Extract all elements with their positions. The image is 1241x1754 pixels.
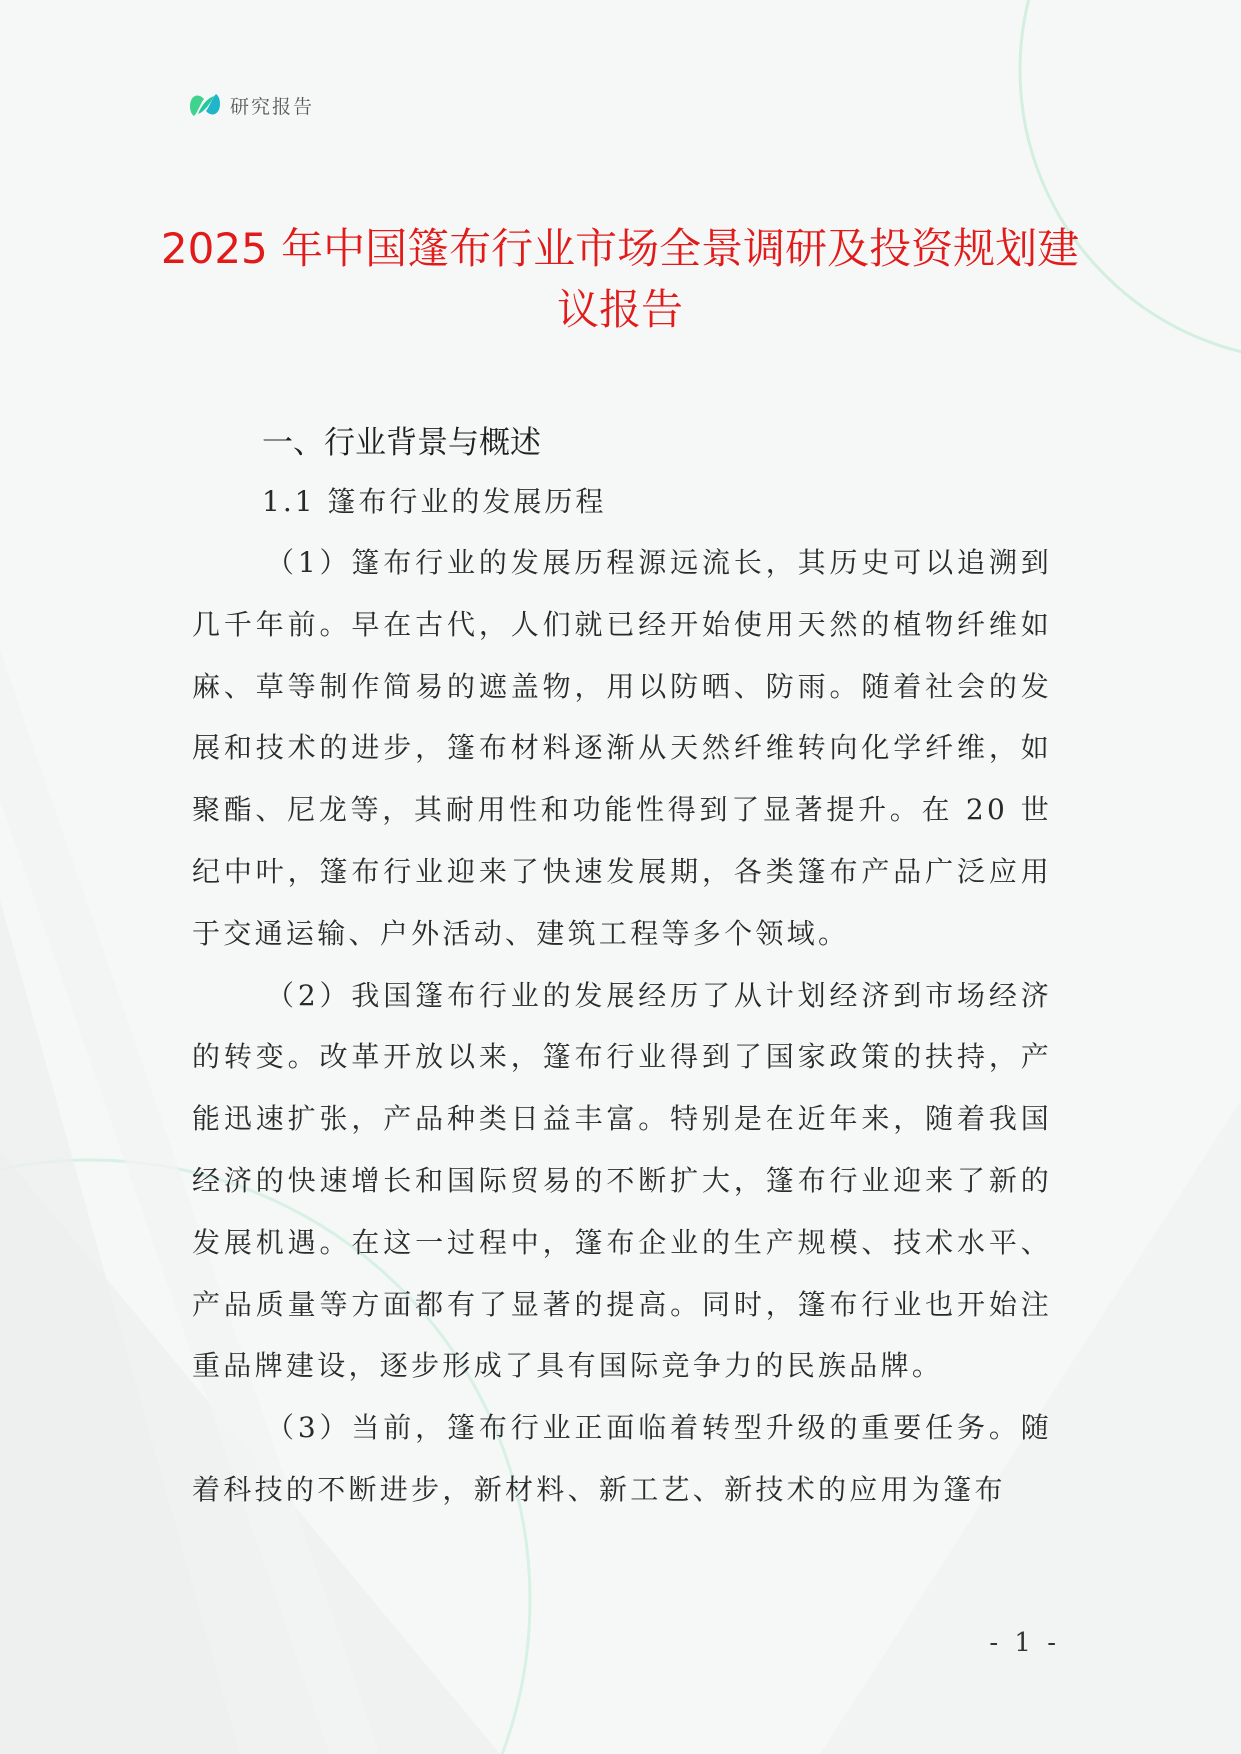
header <box>188 90 314 120</box>
sub-heading: 1.1 篷布行业的发展历程 <box>262 485 607 518</box>
section-heading: 一、行业背景与概述 <box>262 425 541 461</box>
paragraph-1: （1）篷布行业的发展历程源远流长，其历史可以追溯到几千年前。早在古代，人们就已经开始使用天然的植物纤维如麻、草等制作简易的遮盖物，用以防晒、防雨。随着社会的发展和技术的进步，篷布材料逐渐从天然纤维转向化学纤维，如聚酯、尼龙等，其耐用性和功能性得到了显著提升。在 20 世纪中叶，篷布行业迎来了快速发展期，各类篷布产品广泛应用于交通运输、户外活动、建筑工程等多个领域。 <box>192 546 1052 950</box>
paragraph-3: （3）当前，篷布行业正面临着转型升级的重要任务。随着科技的不断进步，新材料、新工艺、新技术的应用为篷布 <box>192 1411 1052 1506</box>
page-number: - 1 - <box>989 1628 1060 1658</box>
report-content <box>192 414 1052 1521</box>
report-title: 2025 年中国篷布行业市场全景调研及投资规划建议报告 <box>160 224 1080 334</box>
paragraph-2: （2）我国篷布行业的发展经历了从计划经济到市场经济的转变。改革开放以来，篷布行业得到了国家政策的扶持，产能迅速扩张，产品种类日益丰富。特别是在近年来，随着我国经济的快速增长和国际贸易的不断扩大，篷布行业迎来了新的发展机遇。在这一过程中，篷布企业的生产规模、技术水平、产品质量等方面都有了显著的提高。同时，篷布行业也开始注重品牌建设，逐步形成了具有国际竞争力的民族品牌。 <box>192 978 1052 1383</box>
header-label: 研究报告 <box>230 95 315 118</box>
leaf-logo-icon <box>188 90 222 120</box>
